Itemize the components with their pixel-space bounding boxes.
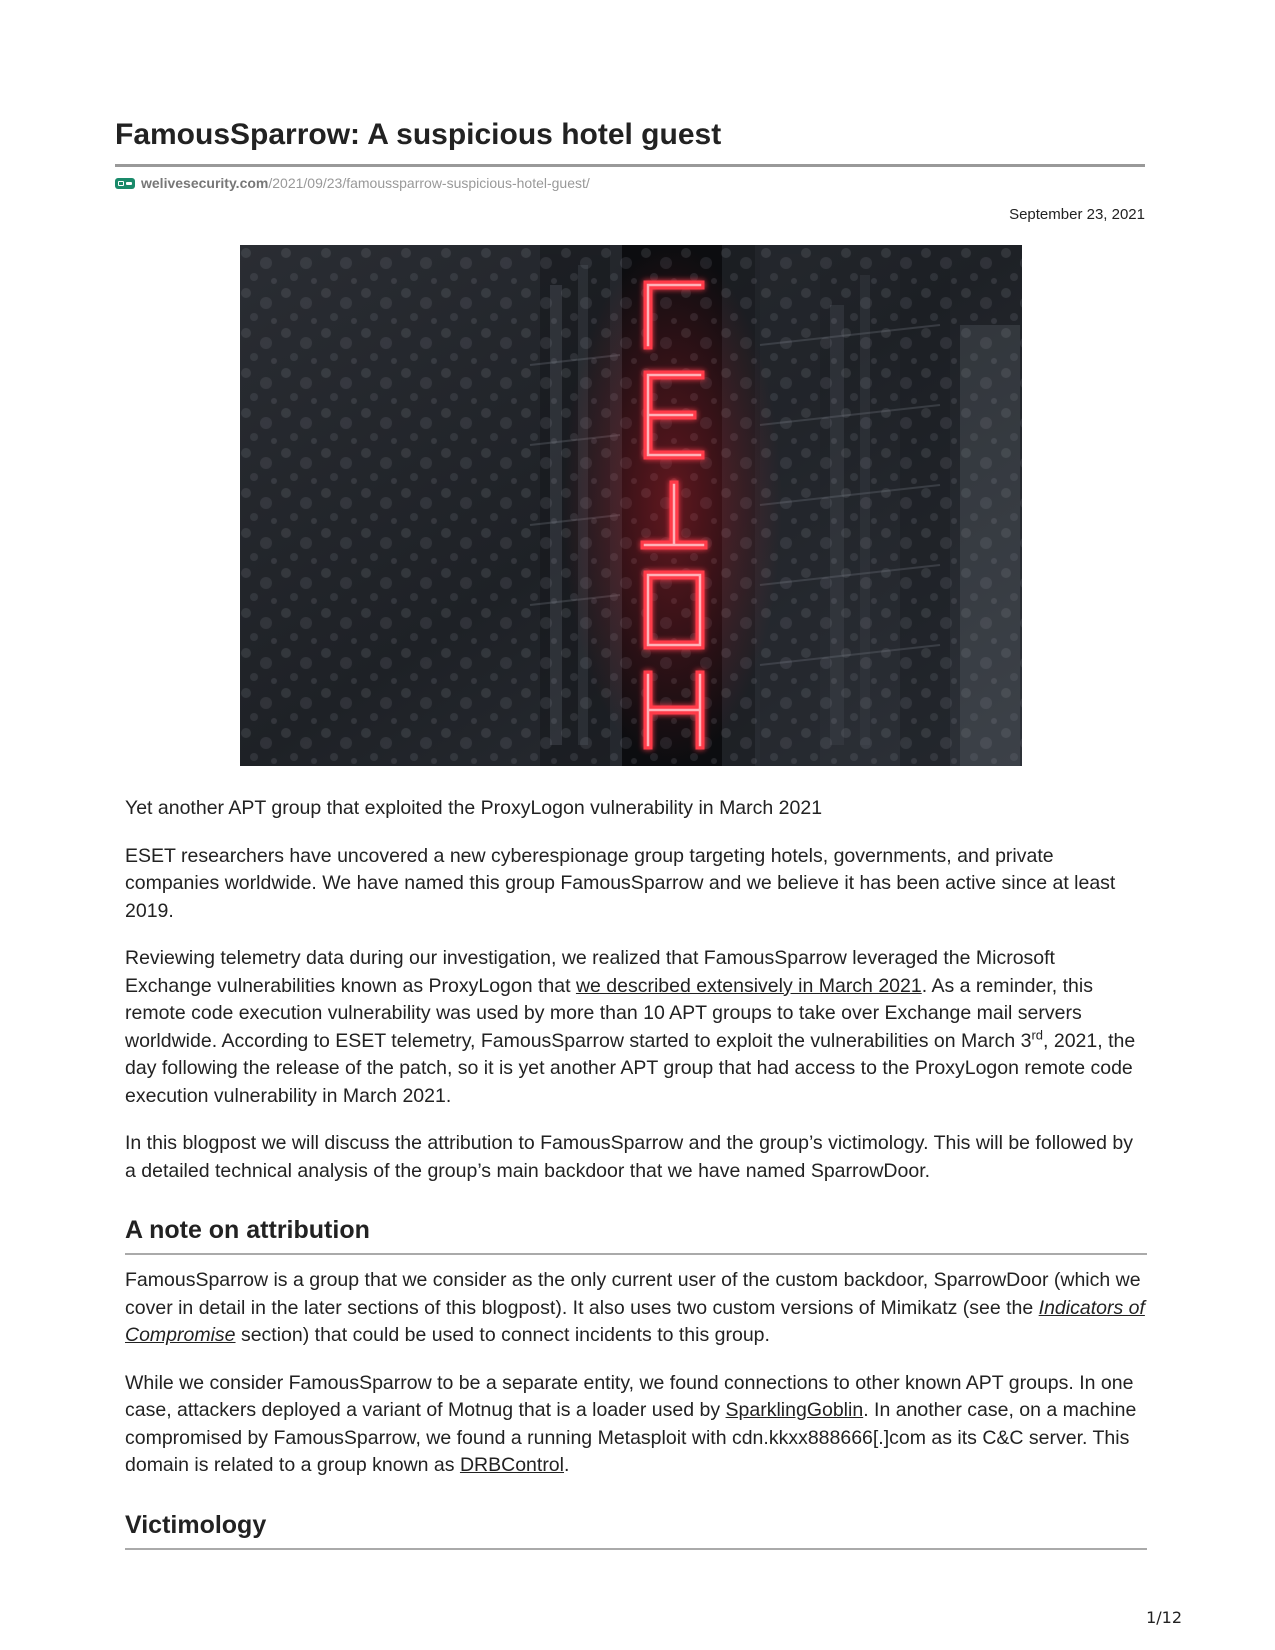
section-divider <box>125 1548 1147 1550</box>
attribution-paragraph-1 <box>125 1267 1147 1350</box>
paragraph-1: ESET researchers have uncovered a new cyberespionage group targeting hotels, governments, and private companies worldwide. We have named this group FamousSparrow and we believe it has been active since at least 2019. <box>125 844 1116 922</box>
paragraph-3: In this blogpost we will discuss the attribution to FamousSparrow and the group’s victimology. This will be followed by a detailed technical analysis of the group’s main backdoor that we have named SparrowDoor. <box>125 1132 1133 1182</box>
paragraph-2 <box>125 945 1147 1110</box>
section-divider <box>125 1253 1147 1255</box>
hotel-sign-photo <box>240 245 1022 766</box>
title-divider <box>115 164 1145 167</box>
article-body <box>125 795 1147 1562</box>
attribution2-text-a: While we consider FamousSparrow to be a separate entity, we found connections to other known APT groups. In one case, attackers deployed a variant of Motnug that is a loader used by <box>125 1371 1134 1421</box>
sparklinggoblin-link[interactable]: SparklingGoblin <box>725 1399 864 1421</box>
source-url[interactable] <box>115 175 590 191</box>
attribution-text-a: FamousSparrow is a group that we consider as the only current user of the custom backdoor, SparrowDoor (which we cover in detail in the later sections of this blogpost). It also uses two custom versions of Mimikatz (see the <box>125 1269 1141 1319</box>
paragraph-2-text-b: . As a reminder, this remote code execution vulnerability was used by more than 10 APT groups to take over Exchange mail servers worldwide. According to ESET telemetry, FamousSparrow started to exploit the vulnerabilities on March 3 <box>125 974 1093 1052</box>
drbcontrol-link[interactable]: DRBControl <box>459 1454 564 1476</box>
attribution-paragraph-2 <box>125 1370 1147 1480</box>
link-badge-icon <box>115 178 135 189</box>
source-path[interactable]: /2021/09/23/famoussparrow-suspicious-hotel-guest/ <box>268 175 590 191</box>
ordinal-suffix: rd <box>1031 1027 1044 1042</box>
section-heading-attribution: A note on attribution <box>125 1216 370 1244</box>
paragraph-2-text-a: Reviewing telemetry data during our investigation, we realized that FamousSparrow leveraged the Microsoft Exchange vulnerabilities known as ProxyLogon that <box>125 947 1055 997</box>
attribution2-text-b: . In another case, on a machine compromised by FamousSparrow, we found a running Metasploit with cdn.kkxx888666[.]com as its C&C server. This domain is related to a group known as <box>125 1399 1137 1476</box>
attribution-text-b: section) that could be used to connect incidents to this group. <box>235 1324 770 1346</box>
attribution2-text-c: . <box>564 1454 570 1476</box>
hero-image <box>240 245 1022 766</box>
page-title: FamousSparrow: A suspicious hotel guest <box>115 118 722 151</box>
section-heading-victimology: Victimology <box>125 1510 267 1539</box>
paragraph-2-text-c: , 2021, the day following the release of the patch, so it is yet another APT group that had access to the ProxyLogon remote code execution vulnerability in March 2021. <box>125 1029 1136 1107</box>
indicators-of-compromise-link[interactable]: Indicators of Compromise <box>125 1296 1145 1346</box>
source-domain[interactable]: welivesecurity.com <box>141 175 269 191</box>
publish-date: September 23, 2021 <box>1009 206 1145 223</box>
intro-paragraph: Yet another APT group that exploited the ProxyLogon vulnerability in March 2021 <box>125 797 823 819</box>
page-number: 1/12 <box>1146 1608 1182 1627</box>
proxylogon-article-link[interactable]: we described extensively in March 2021 <box>575 974 922 997</box>
